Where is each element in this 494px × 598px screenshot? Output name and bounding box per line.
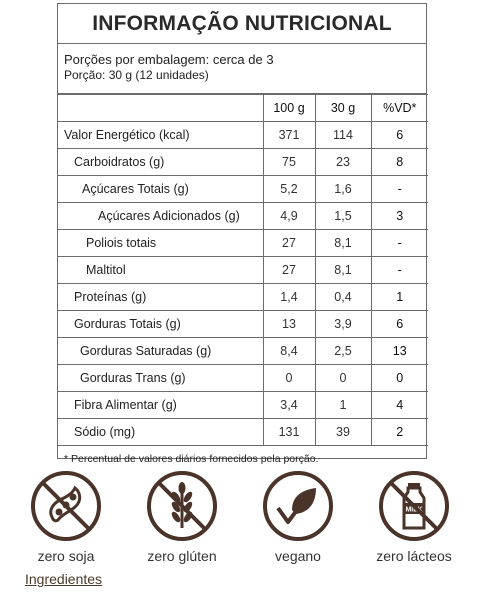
value-vd: 6 — [371, 311, 428, 338]
table-row — [58, 311, 428, 338]
table-row — [58, 419, 428, 446]
value-vd: - — [371, 230, 428, 257]
value-100g: 8,4 — [263, 338, 315, 365]
value-30g: 23 — [315, 149, 371, 176]
soy-crossed-icon — [30, 470, 102, 542]
nutrient-name: Valor Energético (kcal) — [58, 122, 263, 149]
value-100g: 75 — [263, 149, 315, 176]
value-vd: 3 — [371, 203, 428, 230]
value-30g: 1 — [315, 392, 371, 419]
nutrient-name: Açúcares Adicionados (g) — [58, 203, 263, 230]
header-100g: 100 g — [263, 95, 315, 122]
nutrient-name: Sódio (mg) — [58, 419, 263, 446]
value-vd: 2 — [371, 419, 428, 446]
diet-badges — [0, 470, 494, 570]
value-30g: 0 — [315, 365, 371, 392]
value-30g: 114 — [315, 122, 371, 149]
footnote: * Percentual de valores diários fornecidos pela porção. — [64, 453, 319, 465]
value-vd: - — [371, 257, 428, 284]
header-vd: %VD* — [371, 95, 428, 122]
header-blank — [58, 95, 263, 122]
value-30g: 2,5 — [315, 338, 371, 365]
leaf-check-icon — [262, 470, 334, 542]
table-row — [58, 257, 428, 284]
value-100g: 0 — [263, 365, 315, 392]
nutrient-name: Carboidratos (g) — [58, 149, 263, 176]
value-30g: 1,5 — [315, 203, 371, 230]
value-100g: 4,9 — [263, 203, 315, 230]
value-30g: 1,6 — [315, 176, 371, 203]
value-vd: 4 — [371, 392, 428, 419]
value-30g: 39 — [315, 419, 371, 446]
value-100g: 3,4 — [263, 392, 315, 419]
badge-label: vegano — [275, 548, 321, 564]
serving-info — [58, 44, 426, 94]
value-vd: 8 — [371, 149, 428, 176]
value-30g: 8,1 — [315, 230, 371, 257]
portion-size: Porção: 30 g (12 unidades) — [64, 68, 209, 82]
wheat-crossed-icon — [146, 470, 218, 542]
nutrient-name: Gorduras Saturadas (g) — [58, 338, 263, 365]
nutrition-table — [58, 94, 428, 446]
value-100g: 27 — [263, 257, 315, 284]
table-header-row — [58, 95, 428, 122]
milk-text: MILK — [405, 506, 423, 514]
table-row — [58, 203, 428, 230]
header-30g: 30 g — [315, 95, 371, 122]
table-row — [58, 149, 428, 176]
value-vd: 0 — [371, 365, 428, 392]
nutrient-name: Gorduras Trans (g) — [58, 365, 263, 392]
value-100g: 13 — [263, 311, 315, 338]
table-row — [58, 284, 428, 311]
value-100g: 27 — [263, 230, 315, 257]
value-vd: 6 — [371, 122, 428, 149]
nutrient-name: Maltitol — [58, 257, 263, 284]
servings-per-package: Porções por embalagem: cerca de 3 — [64, 52, 274, 67]
ingredients-link[interactable]: Ingredientes — [25, 571, 103, 587]
nutrient-name: Poliois totais — [58, 230, 263, 257]
badge-zero-lacteos — [364, 470, 464, 564]
badge-label: zero soja — [37, 548, 95, 564]
nutrient-name: Açúcares Totais (g) — [58, 176, 263, 203]
value-30g: 3,9 — [315, 311, 371, 338]
value-100g: 1,4 — [263, 284, 315, 311]
value-vd: - — [371, 176, 428, 203]
value-30g: 8,1 — [315, 257, 371, 284]
nutrient-name: Gorduras Totais (g) — [58, 311, 263, 338]
nutrition-title: INFORMAÇÃO NUTRICIONAL — [58, 4, 426, 44]
table-row — [58, 176, 428, 203]
badge-label: zero glúten — [147, 548, 217, 564]
table-row — [58, 392, 428, 419]
value-100g: 131 — [263, 419, 315, 446]
milk-crossed-icon — [378, 470, 450, 542]
badge-vegano — [248, 470, 348, 564]
value-100g: 5,2 — [263, 176, 315, 203]
table-row — [58, 230, 428, 257]
badge-zero-soja — [16, 470, 116, 564]
table-row — [58, 338, 428, 365]
table-row — [58, 365, 428, 392]
nutrition-facts-panel — [57, 3, 427, 465]
value-30g: 0,4 — [315, 284, 371, 311]
badge-zero-gluten — [132, 470, 232, 564]
value-vd: 13 — [371, 338, 428, 365]
value-vd: 1 — [371, 284, 428, 311]
nutrient-name: Proteínas (g) — [58, 284, 263, 311]
table-row — [58, 122, 428, 149]
badge-label: zero lácteos — [376, 548, 452, 564]
nutrient-name: Fibra Alimentar (g) — [58, 392, 263, 419]
value-100g: 371 — [263, 122, 315, 149]
